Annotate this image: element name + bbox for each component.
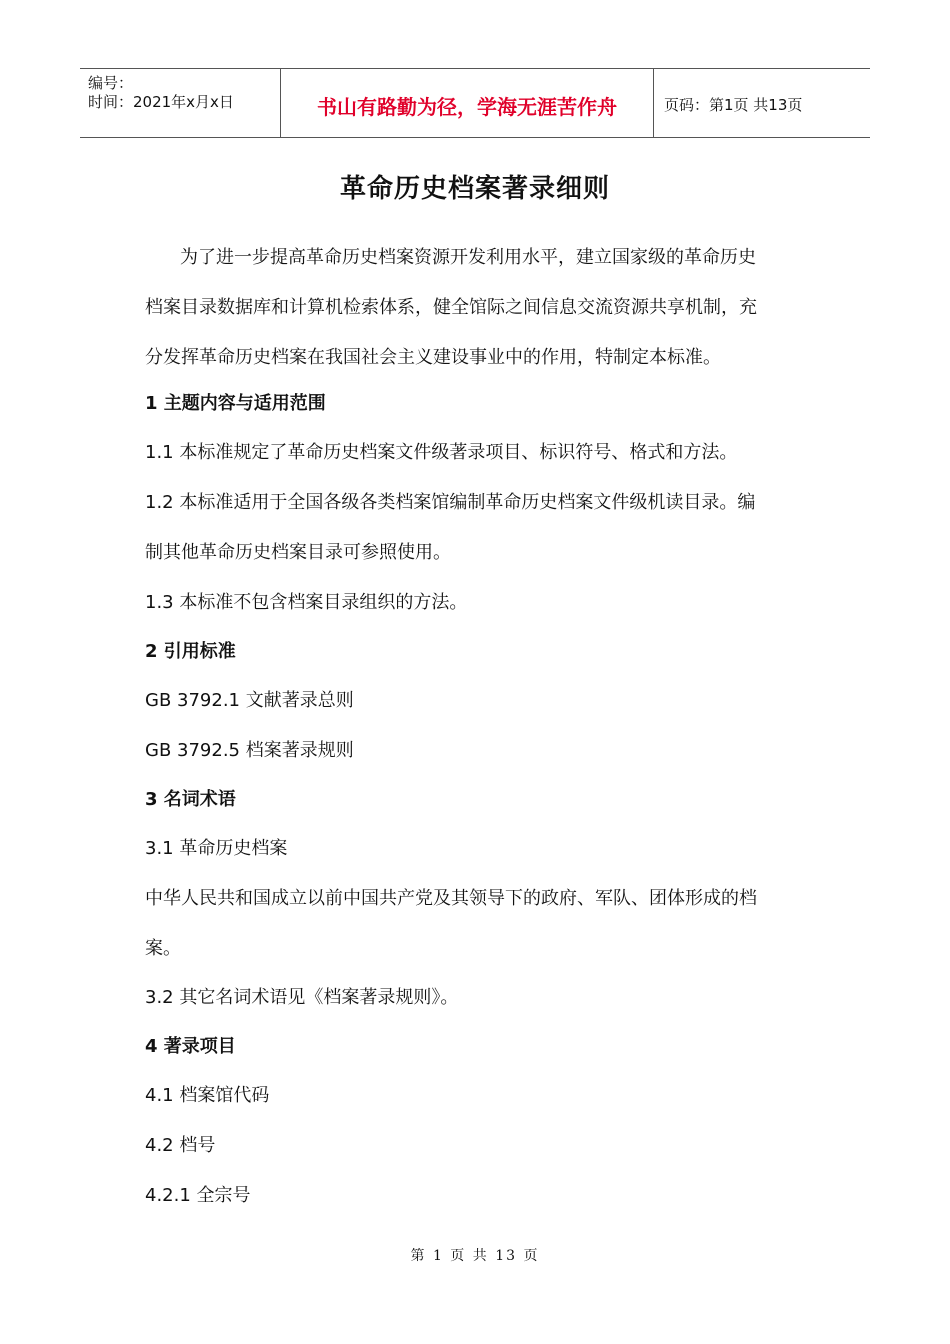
definition-line-2: 案。 (145, 938, 181, 959)
clause-text: 本标准规定了革命历史档案文件级著录项目、标识符号、格式和方法。 (179, 442, 738, 463)
clause-text: 其它名词术语见《档案著录规则》。 (179, 987, 459, 1008)
page-footer: 第 1 页 共 13 页 (410, 1248, 540, 1264)
intro-line-3: 分发挥革命历史档案在我国社会主义建设事业中的作用，特制定本标准。 (145, 347, 721, 368)
clause-number: 4.2.1 (145, 1185, 191, 1206)
clause-number: 4.2 (145, 1135, 174, 1156)
reference-standard-2 (145, 736, 354, 762)
header-page-cell (654, 69, 870, 137)
clause-number: 1.3 (145, 592, 174, 613)
section-heading-2: 2 引用标准 (145, 641, 236, 662)
clause-text: 全宗号 (196, 1185, 251, 1206)
clause-number: 1.2 (145, 492, 174, 513)
section-heading-1: 1 主题内容与适用范围 (145, 393, 326, 414)
standard-title: 档案著录规则 (245, 740, 354, 761)
header-motto: 书山有路勤为径，学海无涯苦作舟 (317, 95, 617, 119)
clause-number: 1.1 (145, 442, 174, 463)
reference-standard-1 (145, 686, 354, 712)
header-meta-cell (80, 69, 281, 137)
clause-text: 档案馆代码 (179, 1085, 270, 1106)
document-header (80, 68, 870, 138)
clause-1-2-continued: 制其他革命历史档案目录可参照使用。 (145, 542, 451, 563)
clause-1-1 (145, 438, 737, 464)
intro-line-1: 为了进一步提高革命历史档案资源开发利用水平，建立国家级的革命历史 (180, 247, 756, 268)
clause-1-2 (145, 488, 755, 514)
clause-number: 4.1 (145, 1085, 174, 1106)
document-number-label: 编号： (88, 74, 134, 92)
document-title: 革命历史档案著录细则 (339, 174, 610, 204)
clause-number: 3.1 (145, 838, 174, 859)
clause-text: 本标准适用于全国各级各类档案馆编制革命历史档案文件级机读目录。编 (179, 492, 756, 513)
header-page-info: 页码：第1页 共13页 (664, 96, 803, 114)
clause-1-3 (145, 588, 467, 614)
section-heading-4: 4 著录项目 (145, 1036, 236, 1057)
document-time-label: 时间：2021年x月x日 (88, 93, 234, 111)
clause-4-1 (145, 1081, 269, 1107)
header-motto-cell (281, 69, 654, 137)
clause-text: 本标准不包含档案目录组织的方法。 (179, 592, 468, 613)
definition-line-1: 中华人民共和国成立以前中国共产党及其领导下的政府、军队、团体形成的档 (145, 888, 757, 909)
clause-text: 档号 (179, 1135, 216, 1156)
intro-line-2: 档案目录数据库和计算机检索体系，健全馆际之间信息交流资源共享机制，充 (145, 297, 757, 318)
clause-4-2-1 (145, 1181, 251, 1207)
standard-code: GB 3792.5 (145, 740, 241, 761)
clause-3-1 (145, 834, 287, 860)
standard-title: 文献著录总则 (245, 690, 354, 711)
standard-code: GB 3792.1 (145, 690, 241, 711)
clause-text: 革命历史档案 (179, 838, 288, 859)
clause-4-2 (145, 1131, 215, 1157)
section-heading-3: 3 名词术语 (145, 789, 236, 810)
clause-number: 3.2 (145, 987, 174, 1008)
clause-3-2 (145, 983, 458, 1009)
